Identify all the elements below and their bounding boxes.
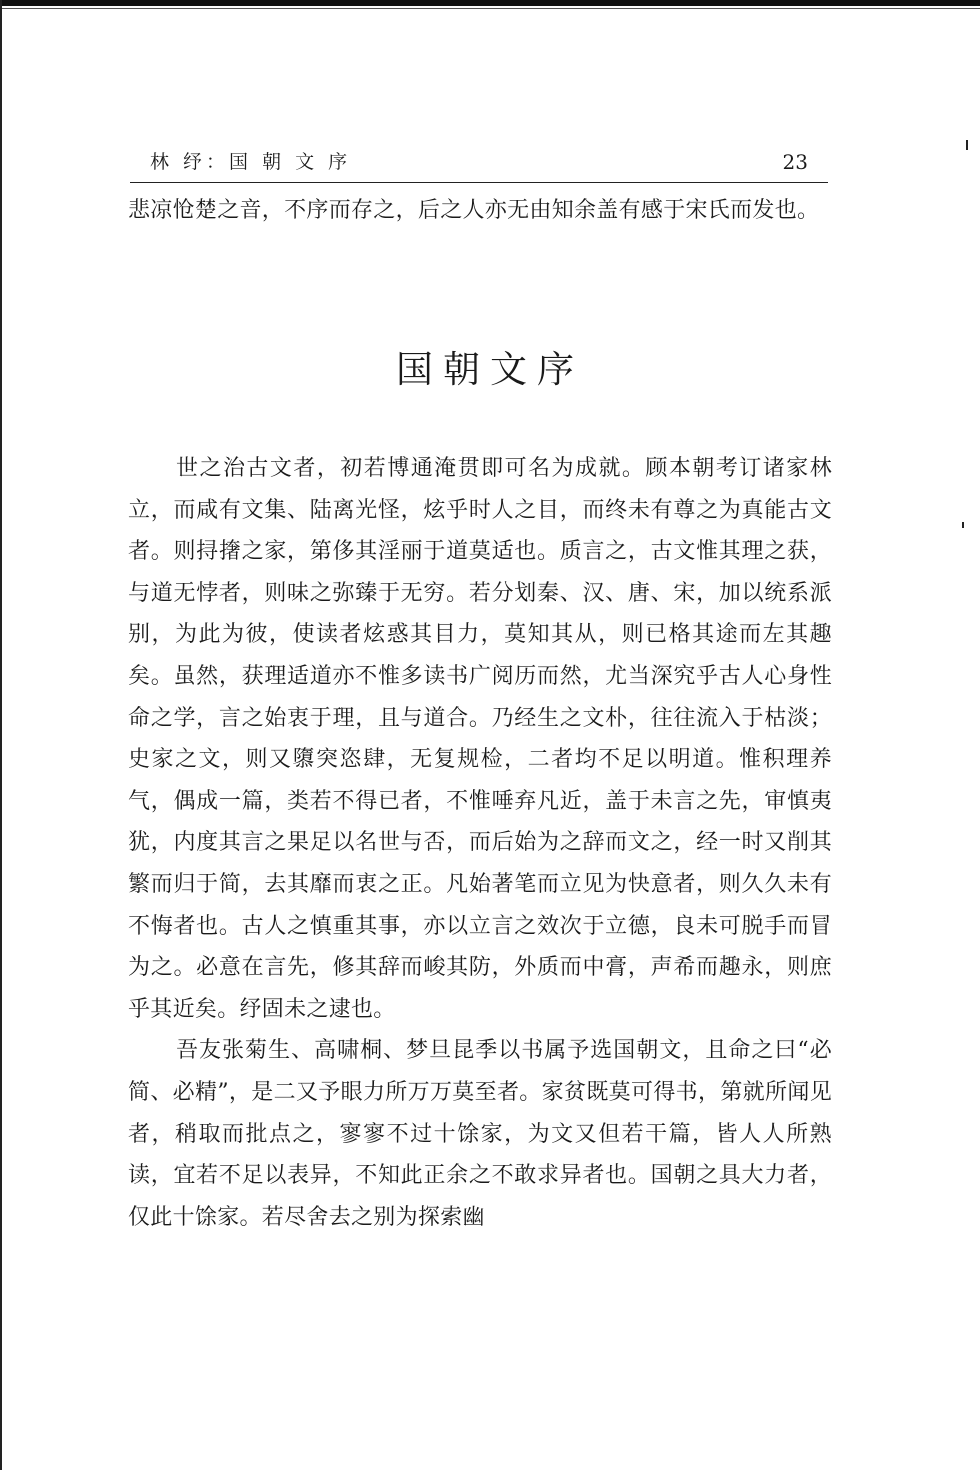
page-top-border [0, 0, 980, 6]
page-left-edge [0, 0, 2, 1470]
header-rule [130, 182, 828, 183]
running-head: 林 纾：国 朝 文 序 [150, 151, 352, 173]
page-top-border-thin [0, 8, 980, 9]
scan-mark [962, 522, 964, 528]
body-paragraph-1: 世之治古文者，初若博通淹贯即可名为成就。顾本朝考订诸家林立，而咸有文集、陆离光怪，炫乎时人之目，而终未有尊之为真能古文者。则挦撦之家，第侈其淫丽于道莫适也。质言之，古文惟其理之获，与道无悖者，则味之弥臻于无穷。若分划秦、汉、唐、宋，加以统系派别，为此为彼，使读者炫惑其目力，莫知其从，则已格其途而左其趣矣。虽然，获理适道亦不惟多读书广阅历而然，尤当深究乎古人心身性命之学，言之始衷于理，且与道合。乃经生之文朴，往往流入于枯淡；史家之文，则又隳突恣肆，无复规检，二者均不足以明道。惟积理养气，偶成一篇，类若不得已者，不惟唾弃凡近，盖于未言之先，审慎夷犹，内度其言之果足以名世与否，而后始为之辞而文之，经一时又削其繁而归于简，去其靡而衷之正。凡始著笔而立见为快意者，则久久未有不悔者也。古人之慎重其事，亦以立言之效次于立德，良未可脱手而冒为之。必意在言先，修其辞而峻其防，外质而中膏，声希而趣永，则庶乎其近矣。纾固未之逮也。 [128, 456, 832, 1022]
page-header [150, 148, 830, 178]
body-paragraph-2: 吾友张菊生、高啸桐、梦旦昆季以书属予选国朝文，且命之曰“必简、必精”，是二又予眼力所万万莫至者。家贫既莫可得书，第就所闻见者，稍取而批点之，寥寥不过十馀家，为文又但若干篇，皆人人所熟读，宜若不足以表异，不知此正余之不敢求异者也。国朝之具大力者，仅此十馀家。若尽舍去之别为探索幽 [128, 1038, 832, 1230]
body-text [128, 448, 832, 1238]
section-title: 国朝文序 [396, 348, 584, 391]
scan-mark [966, 140, 968, 150]
continuation-text [128, 190, 832, 232]
continuation-paragraph: 悲凉怆楚之音，不序而存之，后之人亦无由知余盖有感于宋氏而发也。 [128, 198, 820, 223]
page-number: 23 [782, 150, 808, 174]
